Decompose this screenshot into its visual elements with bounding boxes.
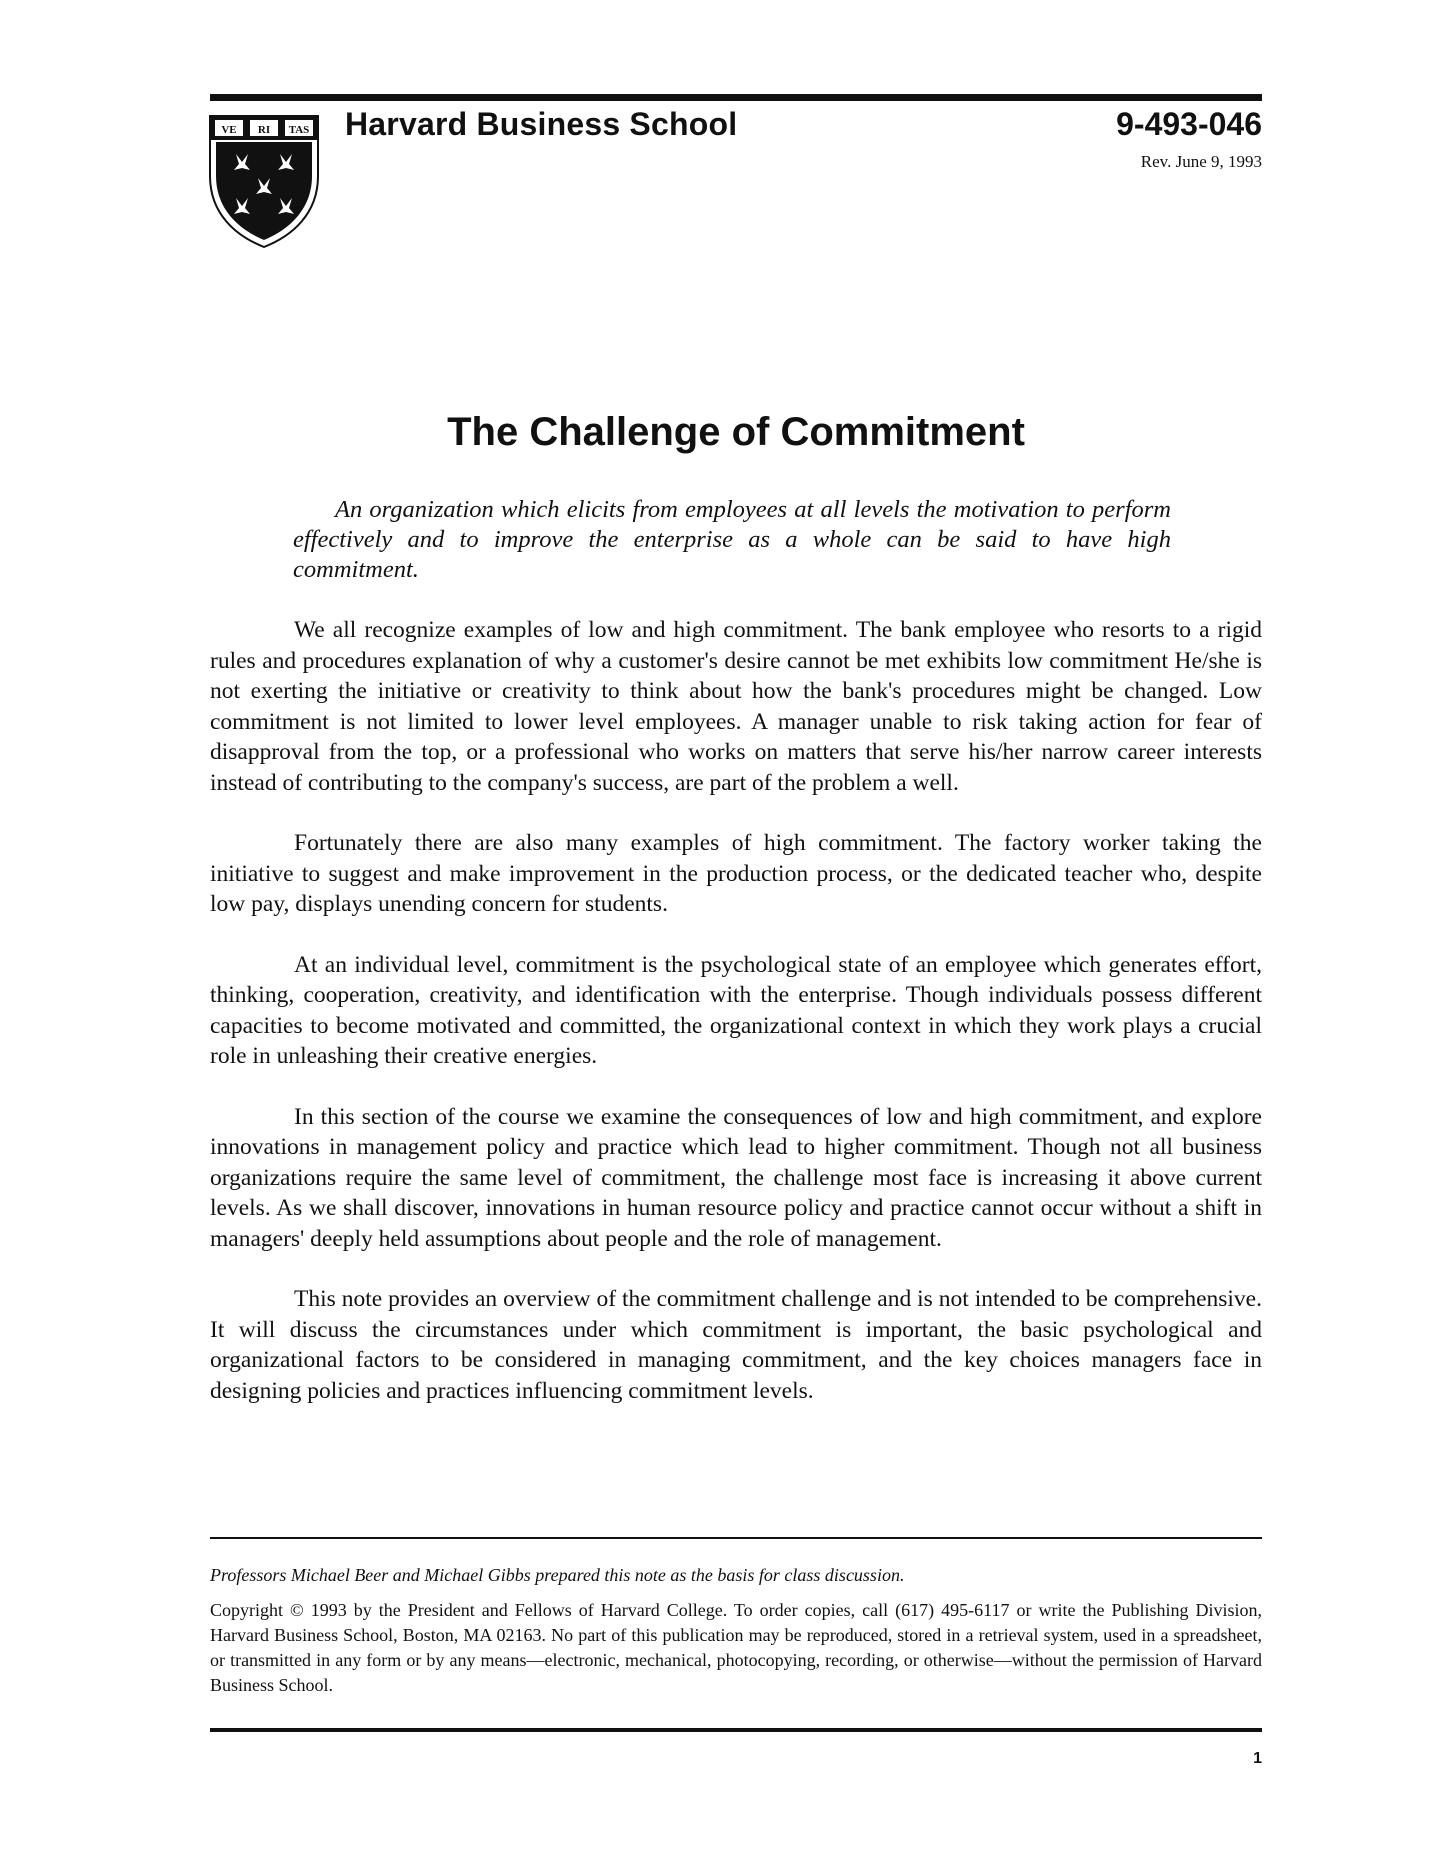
footnote-rule — [210, 1537, 1262, 1539]
document-title: The Challenge of Commitment — [447, 410, 1025, 454]
hbs-shield-logo-icon — [208, 114, 320, 249]
header-rule — [210, 94, 1262, 101]
page-number: 1 — [1253, 1750, 1262, 1767]
body-paragraph-5: This note provides an overview of the commitment challenge and is not intended to be comprehensive. It will discuss the circumstances under which commitment is important, the basic psychological and organizational factors to be considered in managing commitment, and the key choices managers face in designing policies and practices influencing commitment levels. — [210, 1286, 1262, 1404]
shield-letters-1: VE — [221, 124, 237, 136]
copyright-notice: Copyright © 1993 by the President and Fellows of Harvard College. To order copies, call (617) 495-6117 or write the Publishing Division, Harvard Business School, Boston, MA 02163. No part of this publication may be reproduced, stored in a retrieval system, used in a spreadsheet, or transmitted in any form or by any means—electronic, mechanical, photocopying, recording, or otherwise—without the permission of Harvard Business School. — [210, 1600, 1262, 1695]
body-paragraph-3: At an individual level, commitment is the psychological state of an employee which generates effort, thinking, cooperation, creativity, and identification with the enterprise. Though individuals possess different capacities to become motivated and committed, the organizational context in which they work plays a crucial role in unleashing their creative energies. — [210, 951, 1262, 1069]
shield-letters-3: TAS — [288, 124, 310, 136]
abstract: An organization which elicits from employees at all levels the motivation to perform effectively and to improve the enterprise as a whole can be said to have high commitment. — [293, 496, 1171, 583]
author-note: Professors Michael Beer and Michael Gibbs prepared this note as the basis for class discussion. — [210, 1565, 905, 1585]
body-paragraph-2: Fortunately there are also many examples of high commitment. The factory worker taking the initiative to suggest and make improvement in the production process, or the dedicated teacher who, despite low pay, displays unending concern for students. — [210, 830, 1262, 917]
shield-letters-2: RI — [257, 124, 271, 136]
body-text — [210, 615, 1262, 1436]
document-number: 9-493-046 — [1116, 106, 1262, 142]
body-paragraph-1: We all recognize examples of low and high commitment. The bank employee who resorts to a rigid rules and procedures explanation of why a customer's desire cannot be met exhibits low commitment He/she is not exerting the initiative or creativity to think about how the bank's procedures might be changed. Low commitment is not limited to lower level employees. A manager unable to risk taking action for fear of disapproval from the top, or a professional who works on matters that serve his/her narrow career interests instead of contributing to the company's success, are part of the problem a well. — [210, 617, 1262, 796]
revision-date: Rev. June 9, 1993 — [1140, 152, 1262, 171]
body-paragraph-4: In this section of the course we examine the consequences of low and high commitment, and explore innovations in management policy and practice which lead to higher commitment. Though not all business organizations require the same level of commitment, the challenge most face is increasing it above current levels. As we shall discover, innovations in human resource policy and practice cannot occur without a shift in managers' deeply held assumptions about people and the role of management. — [210, 1103, 1262, 1252]
org-name: Harvard Business School — [345, 106, 738, 142]
bottom-rule — [210, 1728, 1262, 1732]
